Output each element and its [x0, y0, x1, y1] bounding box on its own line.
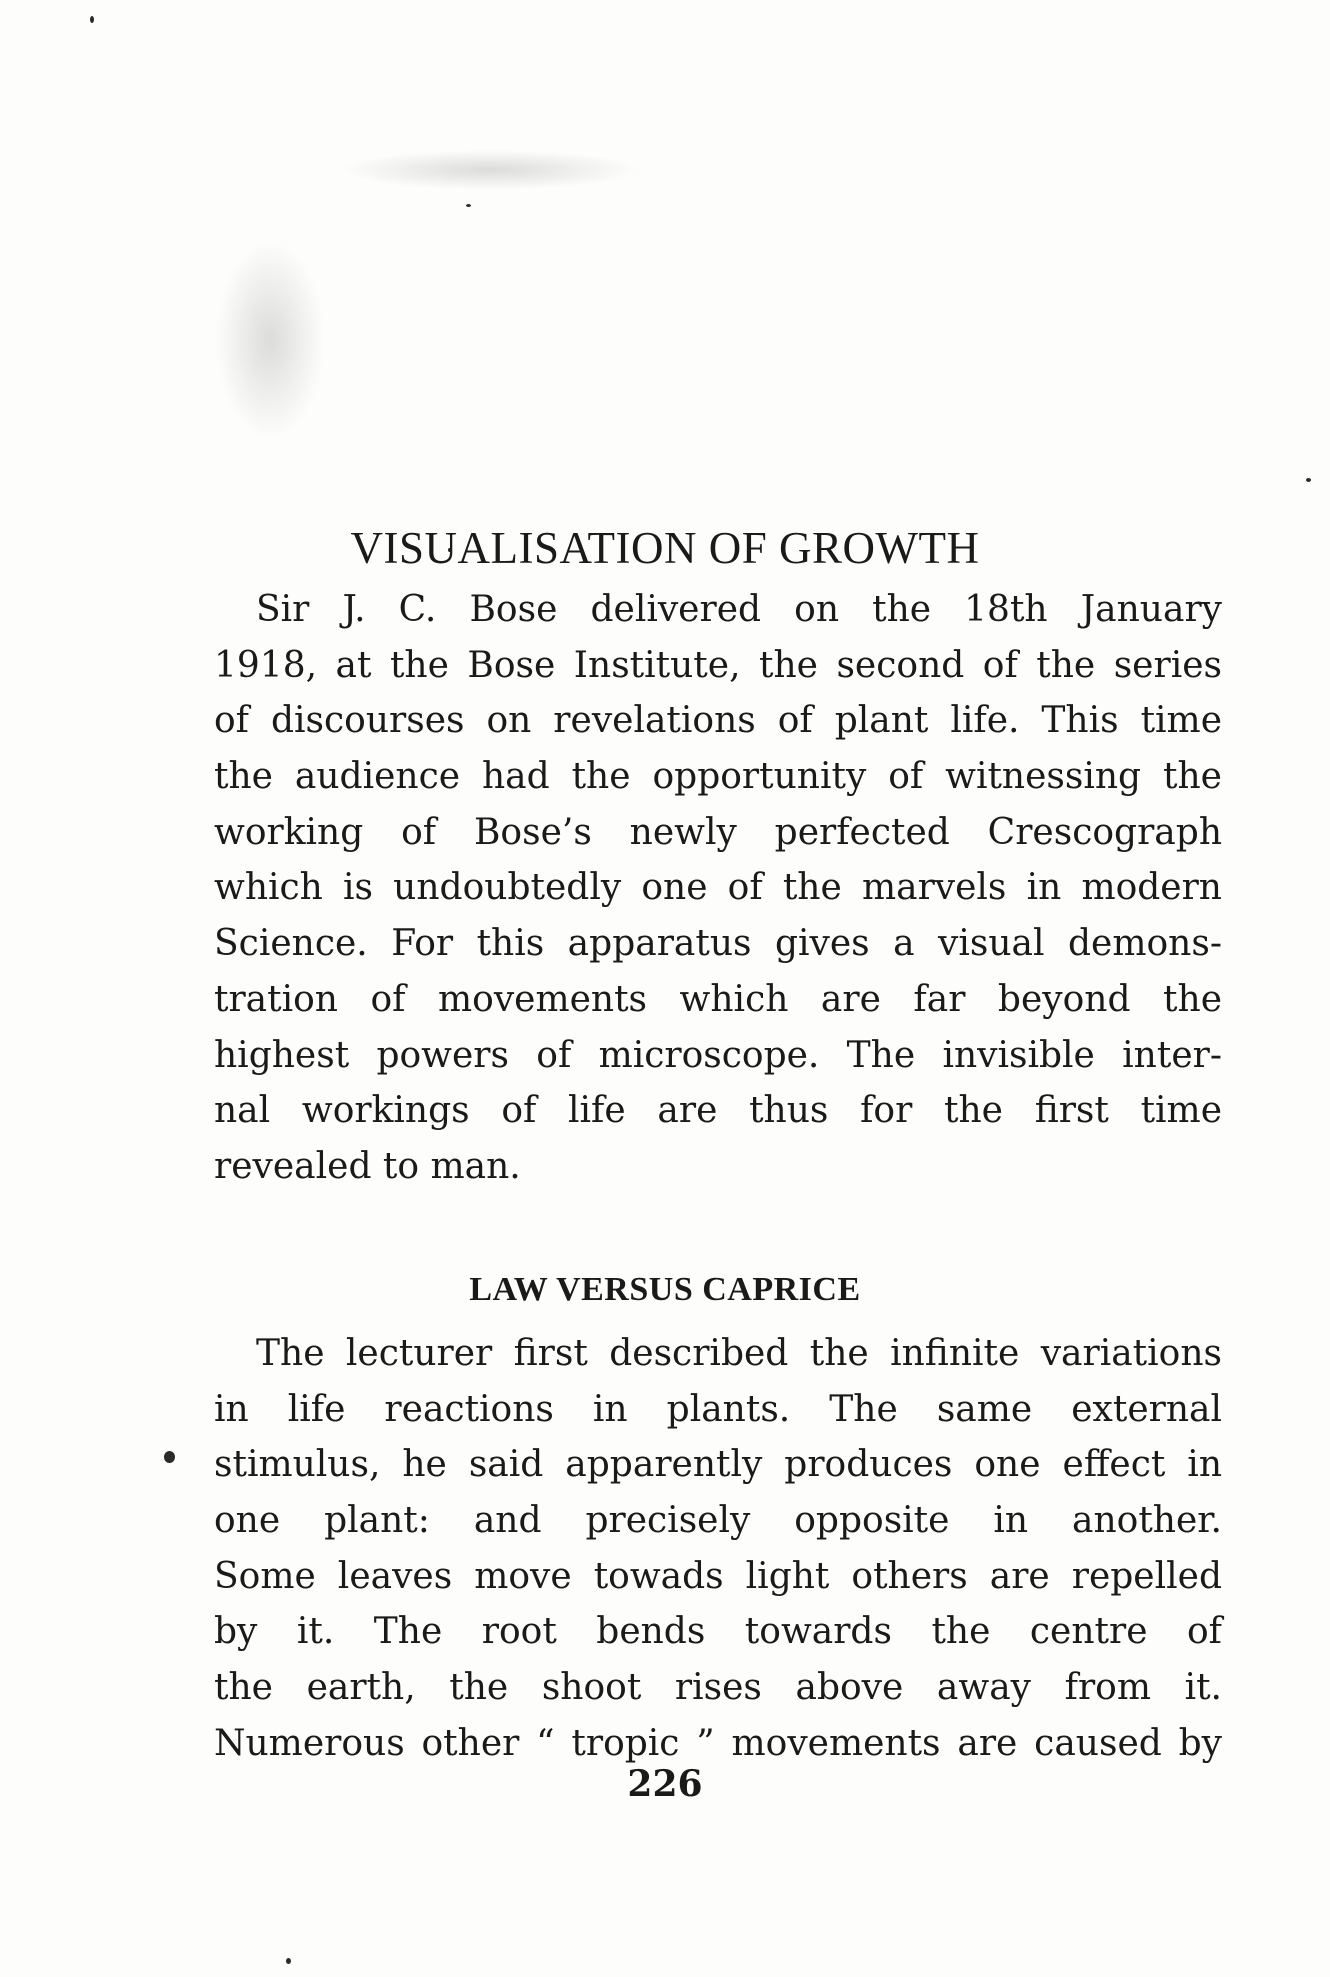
text-line: Some leaves move towads light others are repelled — [214, 1555, 1222, 1597]
section-heading: LAW VERSUS CAPRICE — [469, 1271, 861, 1309]
text-line: stimulus, he said apparently produces one effect in — [214, 1444, 1222, 1486]
scan-smudge — [215, 240, 325, 440]
paragraph-2 — [214, 1326, 1222, 1772]
scan-speck — [466, 204, 471, 207]
text-line: one plant: and precisely opposite in another. — [214, 1500, 1222, 1542]
text-line: The lecturer first described the infinite variations — [256, 1333, 1222, 1374]
scan-speck — [164, 1451, 175, 1463]
paragraph-1 — [214, 582, 1222, 1195]
text-line: 1918, at the Bose Institute, the second of the series — [214, 644, 1222, 686]
text-line: Sir J. C. Bose delivered on the 18th January — [256, 589, 1222, 630]
scan-smudge — [340, 150, 640, 190]
page-title: VISUALISATION OF GROWTH — [350, 523, 980, 574]
text-line: of discourses on revelations of plant life. This time — [214, 700, 1222, 742]
text-line: tration of movements which are far beyond the — [214, 978, 1222, 1020]
scan-speck — [1306, 478, 1311, 482]
text-line: nal workings of life are thus for the first time — [214, 1090, 1222, 1132]
text-line: the earth, the shoot rises above away from it. — [214, 1667, 1222, 1709]
page-number: 226 — [627, 1763, 703, 1805]
text-line: highest powers of microscope. The invisible inter- — [214, 1034, 1222, 1076]
text-line: by it. The root bends towards the centre of — [214, 1611, 1222, 1653]
text-line: the audience had the opportunity of witnessing the — [214, 756, 1222, 798]
text-line: revealed to man. — [214, 1145, 521, 1187]
text-line: Numerous other “ tropic ” movements are caused by — [214, 1722, 1222, 1764]
text-line: in life reactions in plants. The same external — [214, 1388, 1222, 1430]
text-line: which is undoubtedly one of the marvels in modern — [214, 867, 1222, 909]
text-line: Science. For this apparatus gives a visual demons- — [214, 923, 1222, 965]
text-line: working of Bose’s newly perfected Crescograph — [214, 811, 1222, 853]
scan-speck — [286, 1958, 291, 1964]
scan-speck — [90, 16, 94, 23]
